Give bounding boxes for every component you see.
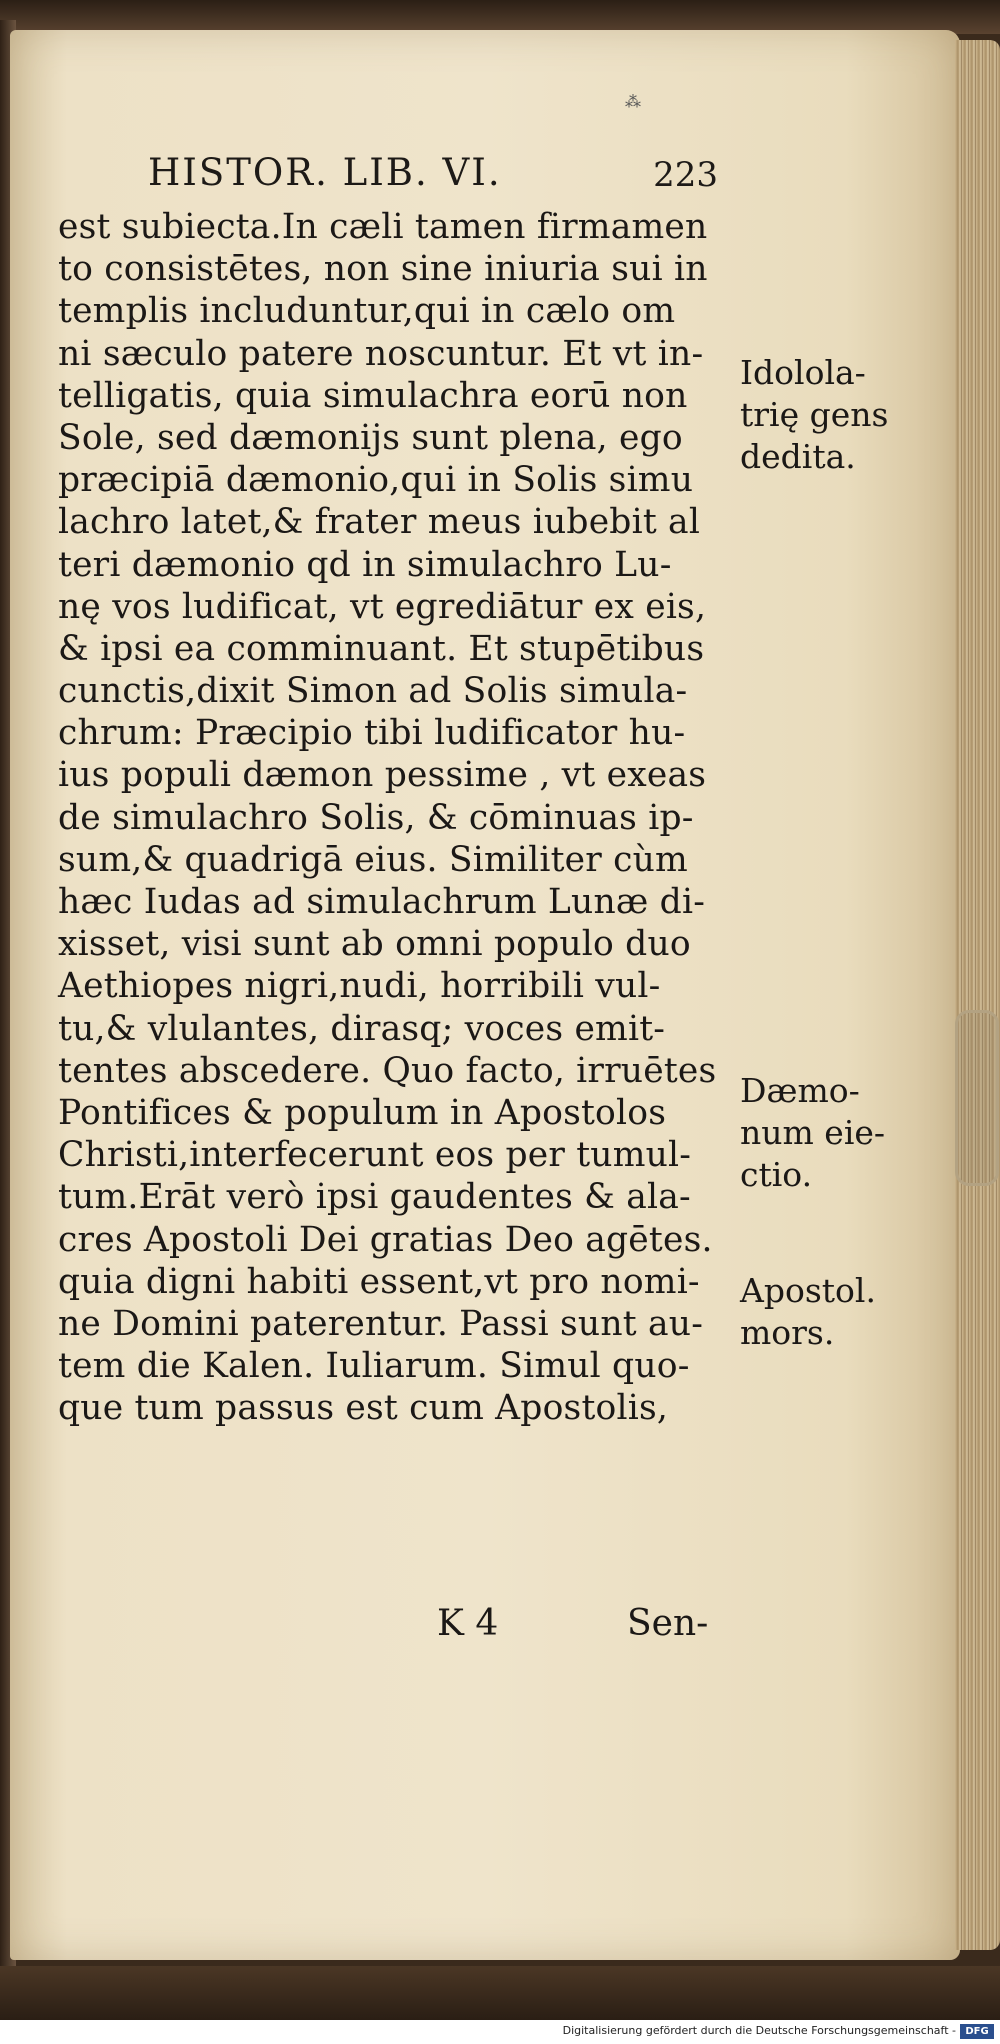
- body-line: tu,& vlulantes, dirasq; voces emit-: [58, 1008, 666, 1049]
- page-edges-right: [955, 40, 1000, 1950]
- body-text: [58, 206, 738, 1429]
- marginal-line: ctio.: [740, 1155, 813, 1194]
- body-line: Sole, sed dæmonijs sunt plena, ego: [58, 417, 683, 458]
- book-clasp: [955, 1010, 999, 1186]
- credit-bar: [0, 2020, 1000, 2044]
- dfg-logo: DFG: [960, 2024, 994, 2039]
- ornament-mark: ⁂: [625, 92, 645, 111]
- body-line: templis includuntur,qui in cælo om: [58, 291, 676, 332]
- body-line: lachro latet,& frater meus iubebit al: [58, 502, 701, 543]
- body-line: to consistētes, non sine iniuria sui in: [58, 249, 708, 290]
- body-line: xisset, visi sunt ab omni populo duo: [58, 924, 691, 965]
- body-line: quia digni habiti essent,vt pro nomi-: [58, 1261, 700, 1302]
- body-line: Pontifices & populum in Apostolos: [58, 1092, 667, 1133]
- marginal-line: Apostol.: [740, 1271, 876, 1310]
- page-number: 223: [653, 155, 718, 195]
- signature-mark: K 4: [437, 1603, 499, 1644]
- body-line: de simulachro Solis, & cōminuas ip-: [58, 797, 694, 838]
- credit-text: Digitalisierung gefördert durch die Deutsche Forschungsgemeinschaft -: [562, 2024, 956, 2037]
- body-line: cres Apostoli Dei gratias Deo agētes.: [58, 1219, 713, 1260]
- body-line: que tum passus est cum Apostolis,: [58, 1388, 669, 1429]
- body-line: hæc Iudas ad simulachrum Lunæ di-: [58, 882, 706, 922]
- marginal-line: Dæmo-: [740, 1071, 860, 1110]
- body-line: telligatis, quia simulachra eorū non: [58, 375, 688, 416]
- marginal-line: trię gens: [740, 395, 889, 434]
- body-line: chrum: Præcipio tibi ludificator hu-: [58, 713, 686, 754]
- catchword: Sen-: [627, 1603, 709, 1644]
- marginal-note-idolatry: [740, 352, 950, 478]
- marginal-note-demons: [740, 1070, 950, 1196]
- marginal-line: Idolola-: [740, 353, 866, 392]
- body-line: ius populi dæmon pessime , vt exeas: [58, 755, 707, 796]
- body-line: Aethiopes nigri,nudi, horribili vul-: [58, 966, 661, 1007]
- scan-background-bottom: [0, 1966, 1000, 2020]
- body-line: ni sæculo patere noscuntur. Et vt in-: [58, 333, 704, 374]
- marginal-line: mors.: [740, 1313, 835, 1352]
- body-line: teri dæmonio qd in simulachro Lu-: [58, 544, 672, 585]
- body-line: cunctis,dixit Simon ad Solis simula-: [58, 671, 688, 712]
- body-line: tentes abscedere. Quo facto, irruētes: [58, 1050, 717, 1091]
- marginal-line: dedita.: [740, 437, 856, 476]
- running-head: [148, 148, 718, 198]
- body-line: ne Domini paterentur. Passi sunt au-: [58, 1303, 704, 1344]
- body-line: sum,& quadrigā eius. Similiter cùm: [58, 839, 688, 880]
- body-line: & ipsi ea comminuant. Et stupētibus: [58, 628, 705, 669]
- body-line: tem die Kalen. Iuliarum. Simul quo-: [58, 1346, 690, 1387]
- marginal-line: num eie-: [740, 1113, 886, 1152]
- scan-background-top: [0, 0, 1000, 34]
- body-line: nę vos ludificat, vt egrediātur ex eis,: [58, 586, 707, 627]
- body-line: Christi,interfecerunt eos per tumul-: [58, 1135, 692, 1176]
- body-line: est subiecta.In cæli tamen firmamen: [58, 207, 708, 247]
- body-line: tum.Erāt verò ipsi gaudentes & ala-: [58, 1177, 691, 1218]
- marginal-note-apostles-death: [740, 1270, 950, 1354]
- running-title: HISTOR. LIB. VI.: [148, 151, 502, 194]
- body-line: præcipiā dæmonio,qui in Solis simu: [58, 460, 694, 501]
